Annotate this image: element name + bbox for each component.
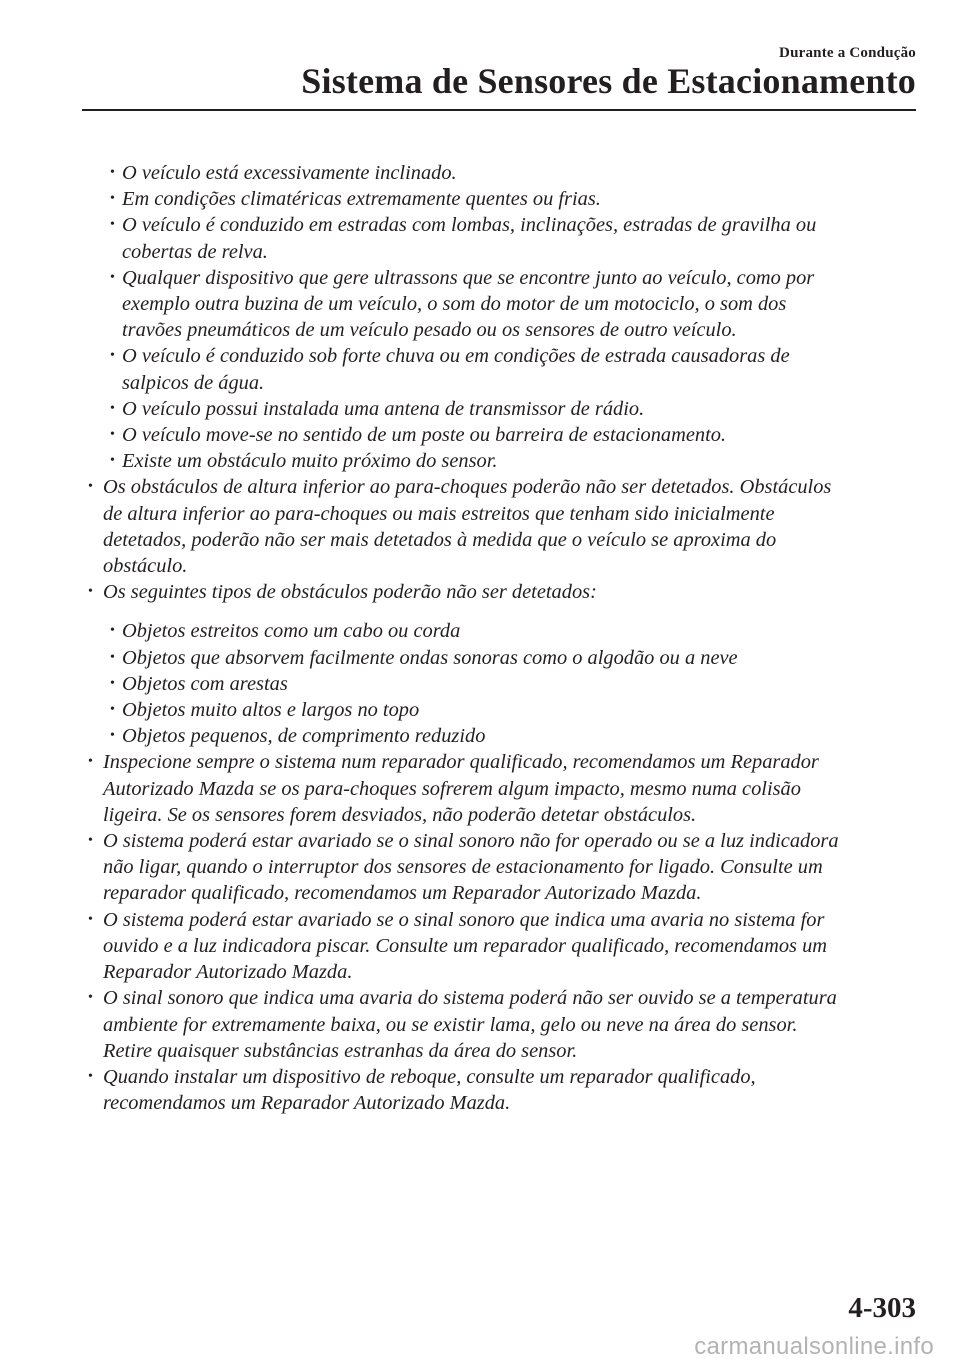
bullet-icon: • (110, 427, 115, 443)
bullet-icon: • (110, 702, 115, 718)
bullet-icon: • (88, 754, 93, 770)
list-item-text: Os obstáculos de altura inferior ao para-choques poderão não ser detetados. Obstáculos de altura inferior ao para-choques ou mais estreitos que tenham sido inicialmente detetados, poderão não ser mais detetados à medida que o veículo se aproxima do obstáculo. (103, 476, 832, 578)
list-item (0, 579, 960, 605)
sub-list-item-text: O veículo está excessivamente inclinado. (122, 162, 457, 184)
sub-list-item (0, 671, 960, 697)
list-item (0, 1064, 960, 1116)
bullet-icon: • (110, 269, 115, 285)
section-label: Durante a Condução (779, 45, 916, 61)
bullet-icon: • (110, 217, 115, 233)
page-number: 4-303 (848, 1292, 916, 1324)
bullet-icon: • (88, 584, 93, 600)
sub-list-item (0, 186, 960, 212)
bullet-icon: • (110, 453, 115, 469)
list-item-text: O sistema poderá estar avariado se o sinal sonoro que indica uma avaria no sistema for ouvido e a luz indicadora piscar. Consulte um reparador qualificado, recomendamos um Reparador Autorizado Mazda. (103, 908, 828, 984)
sub-list-item-text: Objetos pequenos, de comprimento reduzido (122, 725, 486, 748)
sub-list-item-text: Existe um obstáculo muito próximo do sensor. (122, 450, 498, 473)
sub-list-item-text: O veículo possui instalada uma antena de transmissor de rádio. (122, 397, 645, 420)
sub-list-item (0, 618, 960, 644)
bullet-icon: • (110, 191, 115, 207)
sub-list-item-text: O veículo move-se no sentido de um poste ou barreira de estacionamento. (122, 424, 727, 447)
sub-list-item (0, 448, 960, 474)
sub-list-item-text: Objetos muito altos e largos no topo (122, 699, 420, 722)
list-item (0, 474, 960, 579)
bullet-icon: • (88, 479, 93, 495)
bullet-icon: • (110, 728, 115, 744)
sub-list-item-text: O veículo é conduzido em estradas com lombas, inclinações, estradas de gravilha ou cobertas de relva. (122, 214, 817, 263)
sub-list-item-text: Em condições climatéricas extremamente quentes ou frias. (122, 188, 601, 211)
header-rule (82, 109, 916, 111)
sub-list-item (0, 212, 960, 264)
bullet-icon: • (88, 911, 93, 927)
sub-list-item (0, 723, 960, 749)
bullet-icon: • (110, 623, 115, 639)
sub-list-item-text: Objetos que absorvem facilmente ondas sonoras como o algodão ou a neve (122, 646, 738, 669)
bullet-icon: • (88, 990, 93, 1006)
page-title: Sistema de Sensores de Estacionamento (301, 61, 916, 101)
watermark: carmanualsonline.info (694, 1333, 934, 1360)
list-item-text: Os seguintes tipos de obstáculos poderão não ser detetados: (103, 581, 597, 604)
bullet-icon: • (110, 649, 115, 665)
sub-list-item (0, 265, 960, 344)
list-item-text: Quando instalar um dispositivo de reboque, consulte um reparador qualificado, recomendamos um Reparador Autorizado Mazda. (103, 1065, 756, 1115)
sub-list-item-text: Objetos com arestas (122, 672, 288, 695)
sub-list-item (0, 343, 960, 395)
sub-list-item (0, 645, 960, 671)
list-item (0, 985, 960, 1064)
sub-list-item (0, 422, 960, 448)
sub-list-item-text: Objetos estreitos como um cabo ou corda (122, 620, 461, 643)
bullet-icon: • (110, 675, 115, 691)
bullet-icon: • (110, 165, 115, 180)
bullet-icon: • (88, 1068, 93, 1084)
list-item (0, 907, 960, 986)
sub-list-item (0, 160, 960, 186)
body-text (0, 160, 960, 1116)
bullet-icon: • (110, 400, 115, 416)
list-item (0, 749, 960, 828)
sub-list-item-text: O veículo é conduzido sob forte chuva ou em condições de estrada causadoras de salpicos de água. (122, 345, 790, 394)
list-item-text: O sistema poderá estar avariado se o sinal sonoro não for operado ou se a luz indicadora não ligar, quando o interruptor dos sensores de estacionamento for ligado. Consulte um reparador qualificado, recomendamos um Reparador Autorizado Mazda. (103, 830, 839, 905)
list-item-text: O sinal sonoro que indica uma avaria do sistema poderá não ser ouvido se a temperatura ambiente for extremamente baixa, ou se existir lama, gelo ou neve na área do sensor. Retire quaisquer substâncias estranhas da área do sensor. (103, 987, 837, 1062)
bullet-icon: • (88, 833, 93, 849)
bullet-icon: • (110, 348, 115, 364)
sub-list-item (0, 697, 960, 723)
list-item (0, 828, 960, 907)
sub-list-item (0, 396, 960, 422)
list-item-text: Inspecione sempre o sistema num reparador qualificado, recomendamos um Reparador Autorizado Mazda se os para-choques sofrerem algum impacto, mesmo numa colisão ligeira. Se os sensores forem desviados, não poderão detetar obstáculos. (103, 751, 819, 826)
sub-list-item-text: Qualquer dispositivo que gere ultrassons que se encontre junto ao veículo, como por exemplo outra buzina de um veículo, o som do motor de um motociclo, o som dos travões pneumáticos de um veículo pesado ou os sensores de outro veículo. (122, 266, 815, 342)
